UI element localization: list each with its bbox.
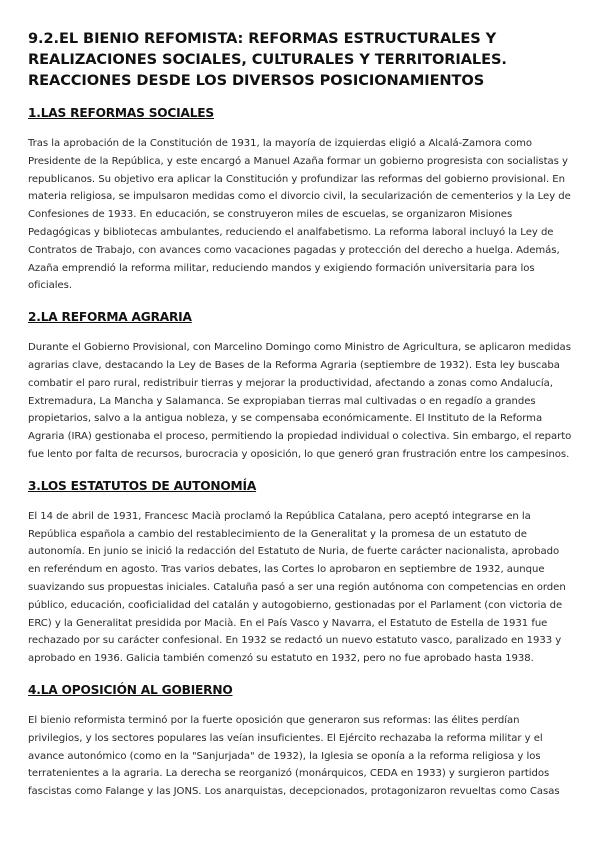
document-title: 9.2.EL BIENIO REFOMISTA: REFORMAS ESTRUCTURALES Y REALIZACIONES SOCIALES, CULTURALES Y TERRITORIALES. REACCIONES DESDE LOS DIVERSOS POSICIONAMIENTOS bbox=[28, 30, 507, 89]
section-heading: 1.LAS REFORMAS SOCIALES bbox=[28, 106, 215, 120]
section-body: Durante el Gobierno Provisional, con Marcelino Domingo como Ministro de Agricultura, se aplicaron medidas agrarias clave, destacando la Ley de Bases de la Reforma Agraria (septiembre de 1932). Esta ley buscaba combatir el paro rural, redistribuir tierras y mejorar la productividad, afectando a zonas como Andalucía, Extremadura, La Mancha y Salamanca. Se expropiaban tierras mal cultivadas o en regadío a grandes propietarios, salvo a la antigua nobleza, y se compensaba económicamente. El Instituto de la Reforma Agraria (IRA) gestionaba el proceso, permitiendo la propiedad individual o colectiva. Sin embargo, el reparto fue lento por falta de recursos, burocracia y oposición, lo que generó gran frustración entre los campesinos. bbox=[28, 342, 572, 460]
section-heading: 4.LA OPOSICIÓN AL GOBIERNO bbox=[28, 682, 233, 697]
section-estatutos-autonomia bbox=[28, 478, 572, 668]
section-body: El 14 de abril de 1931, Francesc Macià proclamó la República Catalana, pero aceptó integrarse en la República española a cambio del restablecimiento de la Generalitat y la promesa de un estatuto de autonomía. En junio se inició la redacción del Estatuto de Nuria, de fuerte carácter nacionalista, aprobado en referéndum en agosto. Tras varios debates, las Cortes lo aprobaron en septiembre de 1932, aunque suavizando sus propuestas iniciales. Cataluña pasó a ser una región autónoma con competencias en orden público, educación, cooficialidad del catalán y autogobierno, gestionadas por el Parlament (con victoria de ERC) y la Generalitat presidida por Macià. En el País Vasco y Navarra, el Estatuto de Estella de 1931 fue rechazado por su carácter confesional. En 1932 se redactó un nuevo estatuto vasco, paralizado en 1933 y aprobado en 1936. Galicia también comenzó su estatuto en 1932, pero no fue aprobado hasta 1938. bbox=[28, 510, 566, 665]
section-body: Tras la aprobación de la Constitución de 1931, la mayoría de izquierdas eligió a Alcalá-Zamora como Presidente de la República, y este encargó a Manuel Azaña formar un gobierno progresista con socialistas y republicanos. Su objetivo era aplicar la Constitución y profundizar las reformas del gobierno provisional. En materia religiosa, se impulsaron medidas como el divorcio civil, la secularización de cementerios y la Ley de Confesiones de 1933. En educación, se construyeron miles de escuelas, se organizaron Misiones Pedagógicas y bibliotecas ambulantes, reduciendo el analfabetismo. La reforma laboral incluyó la Ley de Contratos de Trabajo, con avances como vacaciones pagadas y protección del derecho a huelga. Además, Azaña emprendió la reforma militar, reduciendo mandos y exigiendo formación universitaria para los oficiales. bbox=[28, 138, 571, 292]
section-heading: 3.LOS ESTATUTOS DE AUTONOMÍA bbox=[28, 478, 257, 493]
section-reformas-sociales bbox=[28, 105, 572, 295]
section-heading: 2.LA REFORMA AGRARIA bbox=[28, 310, 192, 325]
section-reforma-agraria bbox=[28, 309, 572, 464]
section-oposicion-gobierno bbox=[28, 682, 572, 798]
section-body: El bienio reformista terminó por la fuerte oposición que generaron sus reformas: las élites perdían privilegios, y los sectores populares las veían insuficientes. El Ejército rechazaba la reforma militar y el avance autonómico (como en la "Sanjurjada" de 1932), la Iglesia se oponía a la reforma religiosa y los terratenientes a la agraria. La derecha se reorganizó (monárquicos, CEDA en 1933) y surgieron partidos fascistas como Falange y las JONS. Los anarquistas, decepcionados, protagonizaron revueltas como Casas bbox=[28, 714, 560, 798]
